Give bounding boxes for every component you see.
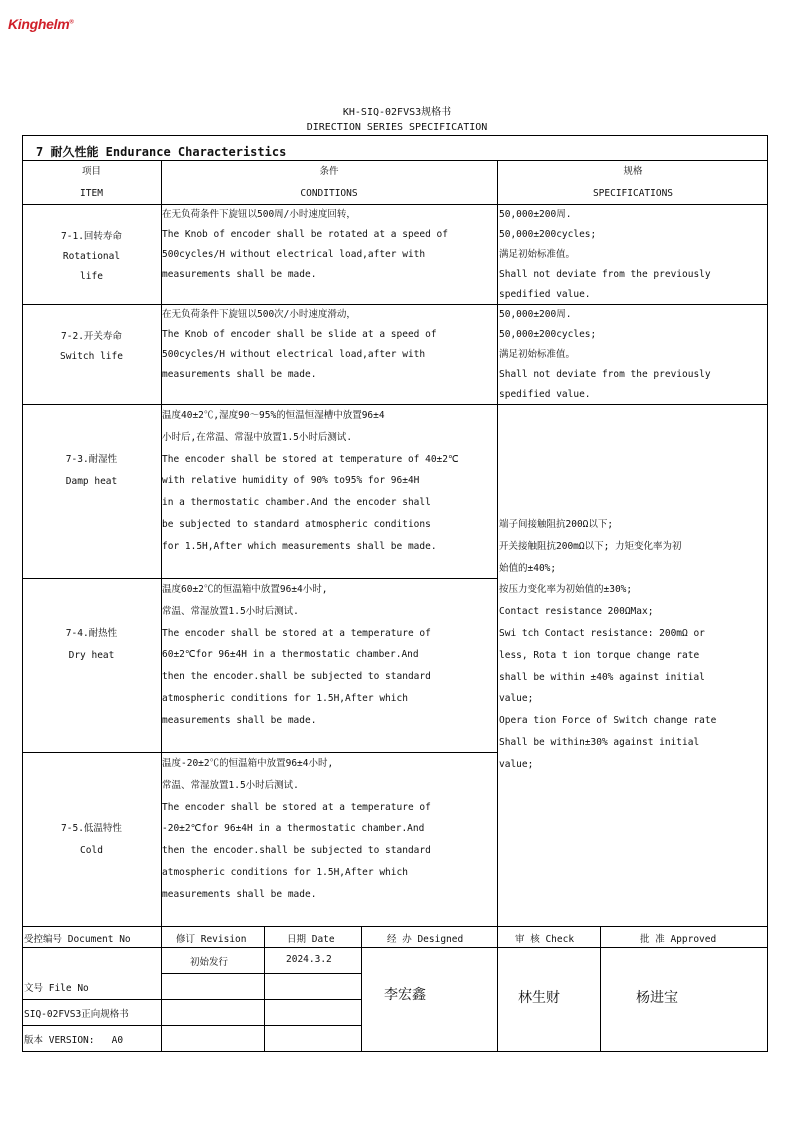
condition-line: 在无负荷条件下旋钮以500周/小时速度回转， — [162, 209, 356, 220]
designed-label: 经 办 Designed — [387, 934, 464, 945]
item-code: 7-5.低温特性 — [61, 823, 122, 834]
condition-line: for 1.5H,After which measurements shall be made. — [162, 540, 437, 552]
condition-line: measurements shall be made. — [162, 714, 317, 726]
condition-line: 60±2℃for 96±4H in a thermostatic chamber.And — [162, 649, 419, 661]
condition-line: 温度40±2℃,湿度90～95%的恒温恒湿槽中放置96±4 — [162, 410, 385, 421]
item-header-cn: 项目 — [81, 166, 101, 177]
condition-line: 在无负荷条件下旋钮以500次/小时速度滑动， — [162, 309, 356, 320]
condition-line: then the encoder.shall be subjected to standard — [162, 671, 431, 683]
spec-line: 始值的±40%; — [499, 562, 557, 574]
item-code: 7-2.开关寿命 — [61, 331, 122, 342]
condition-line: with relative humidity of 90% to95% for 96±4H — [162, 475, 420, 487]
spec-line: 50,000±200cycles; — [499, 229, 597, 240]
spec-line: spedified value. — [499, 289, 591, 300]
spec-line: Swi tch Contact resistance: 200mΩ or — [499, 627, 705, 639]
condition-line: 500cycles/H without electrical load,after with — [162, 249, 426, 260]
shared-specifications — [499, 514, 767, 776]
brand-logo — [8, 16, 74, 32]
condition-line: atmospheric conditions for 1.5H,After which — [162, 866, 408, 878]
spec-line: Contact resistance 200ΩMax; — [499, 606, 654, 618]
item-header-en: ITEM — [80, 188, 103, 199]
version-row — [24, 1032, 123, 1046]
condition-line: measurements shall be made. — [162, 888, 317, 900]
item-code: 7-4.耐热性 — [65, 628, 118, 639]
row-conditions — [162, 405, 496, 558]
item-name: Damp heat — [65, 475, 118, 487]
spec-line: 50,000±200cycles; — [499, 329, 597, 340]
version-value: A0 — [111, 1035, 124, 1046]
spec-line: 按压力变化率为初始值的±30%; — [499, 584, 633, 596]
spec-line: less, Rota t ion torque change rate — [499, 649, 700, 661]
designed-by: 李宏鑫 — [384, 987, 426, 1003]
rule — [497, 160, 498, 926]
revision-label: 修订 Revision — [176, 934, 247, 945]
condition-line: 小时后,在常温、常湿中放置1.5小时后测试. — [162, 431, 353, 443]
row-conditions — [162, 205, 496, 285]
spec-line: shall be within ±40% against initial — [499, 671, 705, 683]
spec-line: Opera tion Force of Switch change rate — [499, 715, 717, 727]
row-conditions — [162, 753, 496, 906]
condition-line: measurements shall be made. — [162, 369, 317, 380]
rule — [22, 1025, 361, 1026]
rule — [22, 926, 768, 927]
item-name: Switch life — [60, 351, 123, 362]
spec-line: 满足初始标准值。 — [499, 249, 576, 260]
spec-line: Shall not deviate from the previously — [499, 369, 711, 380]
conditions-header-en: CONDITIONS — [300, 188, 358, 199]
rule — [161, 973, 361, 974]
document-no-label: 受控编号 Document No — [24, 934, 131, 945]
item-name: Rotational — [62, 251, 121, 262]
rule — [361, 926, 362, 1052]
condition-line: 常温、常湿放置1.5小时后测试. — [162, 779, 299, 791]
rule — [22, 999, 361, 1000]
condition-line: be subjected to standard atmospheric conditions — [162, 518, 431, 530]
rule — [161, 926, 162, 1052]
condition-line: in a thermostatic chamber.And the encoder shall — [162, 497, 431, 509]
row-conditions — [162, 579, 496, 732]
spec-line: Shall not deviate from the previously — [499, 269, 711, 280]
doc-code: KH-SIQ-02FVS3规格书 — [342, 107, 452, 118]
date-label: 日期 Date — [287, 934, 335, 945]
item-code: 7-3.耐湿性 — [65, 454, 118, 465]
item-name: Cold — [80, 844, 103, 856]
checked-by: 林生财 — [518, 990, 560, 1006]
approved-label: 批 准 Approved — [640, 934, 717, 945]
rule — [22, 160, 768, 161]
condition-line: 常温、常湿放置1.5小时后测试. — [162, 605, 299, 617]
condition-line: then the encoder.shall be subjected to standard — [162, 845, 431, 857]
spec-line: 50,000±200周. — [499, 209, 572, 220]
row-specifications — [499, 305, 767, 405]
brand-reg-mark: ® — [69, 19, 74, 26]
specifications-header-cn: 规格 — [623, 166, 643, 177]
condition-line: atmospheric conditions for 1.5H,After which — [162, 692, 408, 704]
spec-line: 50,000±200周. — [499, 309, 572, 320]
conditions-header-cn: 条件 — [319, 166, 339, 177]
spec-line: value; — [499, 758, 534, 770]
specifications-header-en: SPECIFICATIONS — [592, 188, 674, 199]
condition-line: The Knob of encoder shall be slide at a speed of — [162, 329, 437, 340]
doc-title: DIRECTION SERIES SPECIFICATION — [306, 122, 488, 133]
item-name: life — [80, 271, 103, 282]
condition-line: The Knob of encoder shall be rotated at a speed of — [162, 229, 448, 240]
row-specifications — [499, 205, 767, 305]
spec-line: 端子间接触阻抗200Ω以下; — [499, 519, 614, 530]
spec-line: Shall be within±30% against initial — [499, 736, 700, 748]
row-item — [22, 623, 161, 667]
row-item — [22, 227, 161, 287]
spec-line: value; — [499, 693, 534, 705]
item-name: Dry heat — [68, 649, 115, 661]
condition-line: -20±2℃for 96±4H in a thermostatic chamber.And — [162, 823, 425, 835]
condition-line: measurements shall be made. — [162, 269, 317, 280]
condition-line: 温度60±2℃的恒温箱中放置96±4小时, — [162, 584, 328, 595]
spec-line: spedified value. — [499, 389, 591, 400]
brand-name: Kinghelm — [8, 16, 70, 32]
rule — [22, 947, 768, 948]
revision-value: 初始发行 — [190, 957, 229, 968]
approved-by: 杨进宝 — [636, 990, 678, 1006]
spec-line: 满足初始标准值。 — [499, 349, 576, 360]
row-item — [22, 449, 161, 493]
rule — [264, 926, 265, 1052]
condition-line: 温度-20±2℃的恒温箱中放置96±4小时, — [162, 758, 334, 769]
condition-line: 500cycles/H without electrical load,after with — [162, 349, 426, 360]
rule — [600, 926, 601, 1052]
section-title: 7 耐久性能 Endurance Characteristics — [36, 145, 287, 159]
spec-line: 开关接触阻抗200mΩ以下; 力矩变化率为初 — [499, 540, 682, 552]
row-conditions — [162, 305, 496, 385]
row-item — [22, 327, 161, 367]
row-item — [22, 818, 161, 862]
file-name: SIQ-02FVS3正向规格书 — [24, 1009, 129, 1020]
rule — [497, 926, 498, 1052]
condition-line: The encoder shall be stored at a temperature of — [162, 801, 431, 813]
condition-line: The encoder shall be stored at temperature of 40±2℃ — [162, 453, 459, 465]
check-label: 审 核 Check — [515, 934, 575, 945]
item-code: 7-1.回转寿命 — [61, 231, 122, 242]
version-label: 版本 VERSION: — [24, 1035, 95, 1046]
condition-line: The encoder shall be stored at a temperature of — [162, 627, 431, 639]
date-value: 2024.3.2 — [286, 954, 332, 965]
file-no-label: 文号 File No — [24, 983, 89, 994]
